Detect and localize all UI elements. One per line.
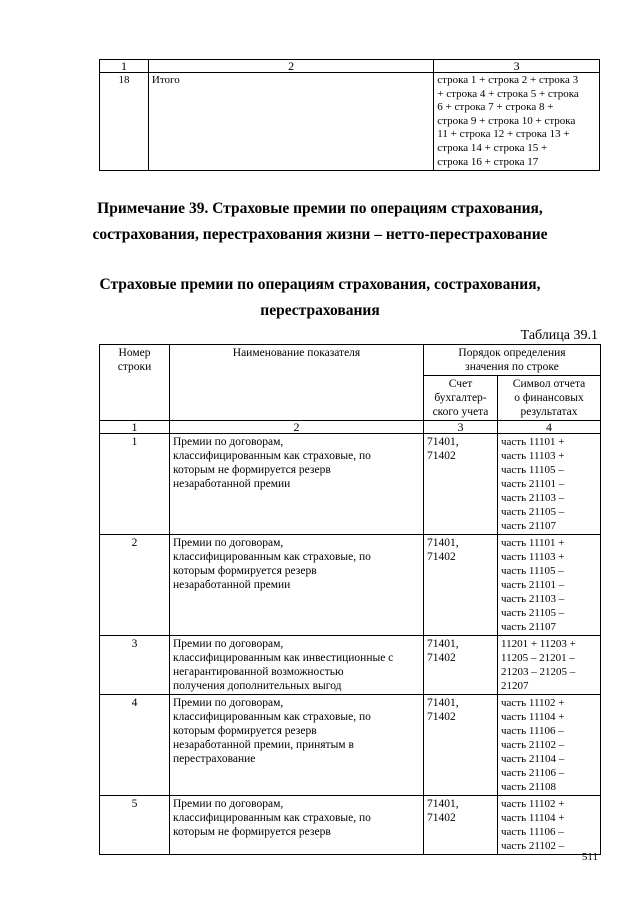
table-row [100,636,601,695]
row-symbol: часть 11101 + часть 11103 + часть 11105 – часть 21101 – часть 21103 – часть 21105 – часть 21107 [498,434,601,535]
table-row [100,695,601,796]
row-number: 1 [100,434,170,535]
table-row [100,535,601,636]
table-row [100,796,601,855]
row-account: 71401, 71402 [424,796,498,855]
row-name: Премии по договорам, классифицированным как страховые, по которым формируется резерв незаработанной премии [170,535,424,636]
header-row-1 [100,345,601,376]
continued-table [99,59,600,171]
row-symbol: 11201 + 11203 + 11205 – 21201 – 21203 – 21205 – 21207 [498,636,601,695]
column-number: 4 [498,421,601,434]
row-name: Премии по договорам, классифицированным как страховые, по которым не формируется резерв [170,796,424,855]
header-indicator-name: Наименование показателя [170,345,424,421]
col-number-1: 1 [100,60,149,73]
row-name: Премии по договорам, классифицированным как страховые, по которым формируется резерв незаработанной премии, принятым в перестрахование [170,695,424,796]
row-account: 71401, 71402 [424,636,498,695]
row-number: 3 [100,636,170,695]
total-row [100,73,600,171]
row-number: 2 [100,535,170,636]
row-number: 4 [100,695,170,796]
row-symbol: часть 11101 + часть 11103 + часть 11105 – часть 21101 – часть 21103 – часть 21105 – часть 21107 [498,535,601,636]
row-account: 71401, 71402 [424,434,498,535]
row-account: 71401, 71402 [424,695,498,796]
total-row-number: 18 [100,73,149,171]
header-symbol: Символ отчета о финансовых результатах [498,376,601,421]
header-account: Счет бухгалтер- ского учета [424,376,498,421]
total-row-name: Итого [148,73,433,171]
col-number-3: 3 [434,60,600,73]
row-number: 5 [100,796,170,855]
total-row-formula: строка 1 + строка 2 + строка 3 + строка 4 + строка 5 + строка 6 + строка 7 + строка 8 + строка 9 + строка 10 + строка 11 + строка 12 + строка 13 + строка 14 + строка 15 + строка 16 + строка 17 [434,73,600,171]
col-number-2: 2 [148,60,433,73]
row-name: Премии по договорам, классифицированным как страховые, по которым не формируется резерв незаработанной премии [170,434,424,535]
row-account: 71401, 71402 [424,535,498,636]
page-number: 511 [581,851,598,863]
section-title-line-1: Страховые премии по операциям страхования, сострахования, [99,276,541,293]
header-order: Порядок определения значения по строке [424,345,601,376]
continued-table-header [100,60,600,73]
table-row [100,434,601,535]
premiums-table [99,344,601,855]
table-caption: Таблица 39.1 [520,328,598,343]
section-title-line-2: перестрахования [260,302,380,319]
row-symbol: часть 11102 + часть 11104 + часть 11106 – часть 21102 – часть 21104 – часть 21106 – часть 21108 [498,695,601,796]
note-title-line-1: Примечание 39. Страховые премии по операциям страхования, [97,200,543,217]
row-symbol: часть 11102 + часть 11104 + часть 11106 – часть 21102 – [498,796,601,855]
column-number: 2 [170,421,424,434]
row-name: Премии по договорам, классифицированным как инвестиционные с негарантированной возможностью получения дополнительных выгод [170,636,424,695]
header-row-number: Номер строки [100,345,170,421]
note-title-line-2: сострахования, перестрахования жизни – нетто-перестрахование [92,226,548,243]
column-number: 3 [424,421,498,434]
column-numbers-row [100,421,601,434]
column-number: 1 [100,421,170,434]
